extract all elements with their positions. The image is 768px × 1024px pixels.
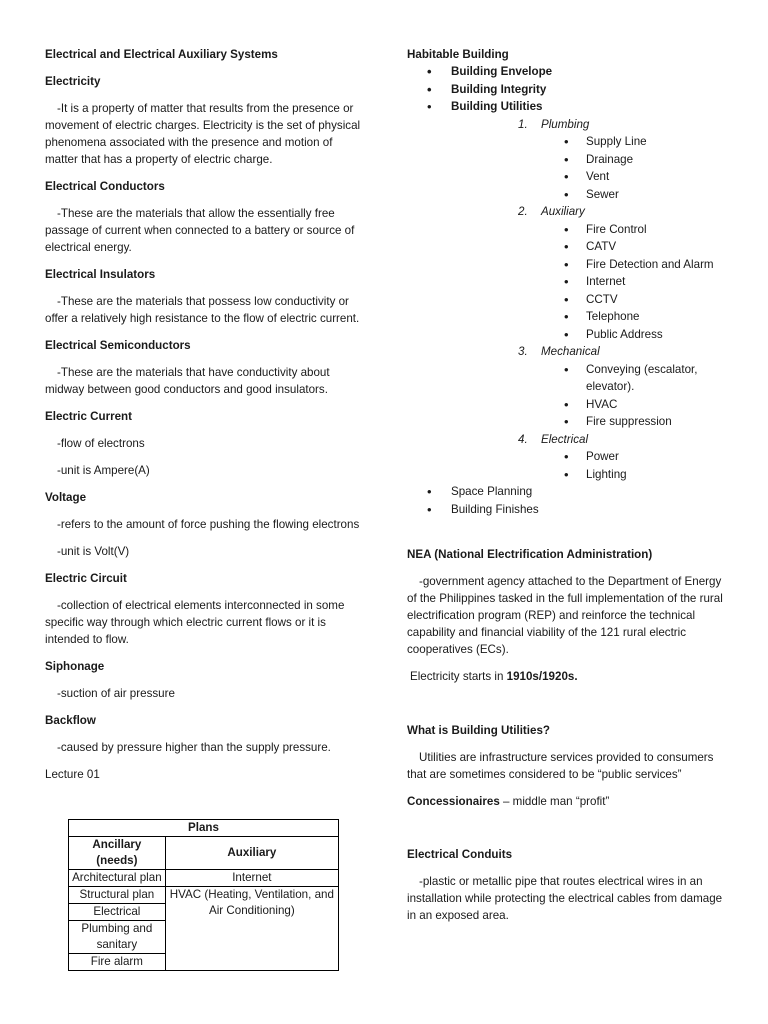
electricity-definition: -It is a property of matter that results from the presence or movement of electric charges. Electricity is the set of physical phenomena associated with the presence and motion of matter that has a property of electric charge. bbox=[45, 102, 361, 166]
table-cell: HVAC (Heating, Ventilation, and Air Conditioning) bbox=[165, 887, 338, 971]
mechanical-label: Mechanical bbox=[541, 345, 600, 358]
concessionaires-term: Concessionaires bbox=[407, 795, 500, 808]
list-item: • Conveying (escalator, elevator). bbox=[451, 361, 729, 396]
plumbing-label: Plumbing bbox=[541, 117, 590, 131]
conduits-definition: -plastic or metallic pipe that routes electrical wires in an installation while protecting the electrical cables from damage in an exposed area. bbox=[407, 875, 723, 922]
electricity-heading: Electricity bbox=[45, 75, 101, 88]
conduits-heading: Electrical Conduits bbox=[407, 848, 513, 861]
list-item: • Fire Control bbox=[451, 221, 729, 239]
list-item bbox=[451, 116, 729, 204]
plans-table-title: Plans bbox=[69, 820, 339, 837]
list-item: • HVAC bbox=[451, 396, 729, 414]
auxiliary-items bbox=[451, 221, 729, 344]
list-item: • Building Finishes bbox=[407, 501, 729, 519]
list-item bbox=[407, 98, 729, 483]
insulators-heading: Electrical Insulators bbox=[45, 268, 156, 281]
list-item bbox=[451, 203, 729, 343]
item-number: 3. bbox=[518, 345, 528, 358]
siphonage-heading: Siphonage bbox=[45, 660, 105, 673]
voltage-heading: Voltage bbox=[45, 491, 87, 504]
utilities-question-heading: What is Building Utilities? bbox=[407, 724, 550, 737]
ancillary-column-header: Ancillary (needs) bbox=[69, 837, 166, 870]
circuit-heading: Electric Circuit bbox=[45, 572, 127, 585]
mechanical-items bbox=[451, 361, 729, 431]
voltage-line-2: -unit is Volt(V) bbox=[57, 545, 130, 558]
voltage-line-1: -refers to the amount of force pushing the flowing electrons bbox=[57, 518, 360, 531]
right-column bbox=[407, 46, 729, 924]
table-cell: Internet bbox=[165, 870, 338, 887]
item-number: 2. bbox=[518, 205, 528, 218]
electricity-start-prefix: Electricity starts in bbox=[410, 670, 507, 683]
list-item: • Lighting bbox=[451, 466, 729, 484]
lecture-label: Lecture 01 bbox=[45, 768, 100, 781]
semiconductors-heading: Electrical Semiconductors bbox=[45, 339, 191, 352]
list-item: • CATV bbox=[451, 238, 729, 256]
current-heading: Electric Current bbox=[45, 410, 132, 423]
siphonage-definition: -suction of air pressure bbox=[57, 687, 175, 700]
semiconductors-definition: -These are the materials that have conductivity about midway between good conductors and good insulators. bbox=[45, 366, 330, 396]
list-item: • Building Envelope bbox=[407, 63, 729, 81]
table-cell: Structural plan bbox=[69, 887, 166, 904]
utilities-definition: Utilities are infrastructure services provided to consumers that are sometimes considered to be “public services” bbox=[407, 751, 714, 781]
list-item: • Public Address bbox=[451, 326, 729, 344]
conductors-heading: Electrical Conductors bbox=[45, 180, 165, 193]
concessionaires-line bbox=[407, 793, 729, 810]
list-item: • Supply Line bbox=[451, 133, 729, 151]
current-line-2: -unit is Ampere(A) bbox=[57, 464, 150, 477]
plans-table bbox=[68, 819, 339, 971]
list-item: • Internet bbox=[451, 273, 729, 291]
nea-heading: NEA (National Electrification Administration) bbox=[407, 548, 653, 561]
list-item: • Telephone bbox=[451, 308, 729, 326]
utilities-sublist bbox=[451, 116, 729, 484]
habitable-building-heading: Habitable Building bbox=[407, 48, 509, 61]
list-item: • CCTV bbox=[451, 291, 729, 309]
backflow-heading: Backflow bbox=[45, 714, 96, 727]
habitable-building-list bbox=[407, 63, 729, 518]
list-item: • Vent bbox=[451, 168, 729, 186]
list-item: • Power bbox=[451, 448, 729, 466]
table-cell: Architectural plan bbox=[69, 870, 166, 887]
electrical-label: Electrical bbox=[541, 432, 589, 446]
table-cell: Fire alarm bbox=[69, 954, 166, 971]
item-number: 1. bbox=[518, 117, 528, 131]
list-item bbox=[451, 431, 729, 484]
item-number: 4. bbox=[518, 432, 528, 446]
insulators-definition: -These are the materials that possess low conductivity or offer a relatively high resistance to the flow of electric current. bbox=[45, 295, 360, 325]
table-cell: Plumbing and sanitary bbox=[69, 921, 166, 954]
list-item: • Space Planning bbox=[407, 483, 729, 501]
list-item: • Drainage bbox=[451, 151, 729, 169]
table-cell: Electrical bbox=[69, 904, 166, 921]
list-item: • Sewer bbox=[451, 186, 729, 204]
electrical-items bbox=[451, 448, 729, 483]
backflow-definition: -caused by pressure higher than the supply pressure. bbox=[57, 741, 331, 754]
list-item: • Fire suppression bbox=[451, 413, 729, 431]
left-column bbox=[45, 46, 367, 783]
building-utilities-label: Building Utilities bbox=[451, 100, 543, 113]
circuit-definition: -collection of electrical elements interconnected in some specific way through which electric current flows or it is intended to flow. bbox=[45, 599, 345, 646]
auxiliary-label: Auxiliary bbox=[541, 205, 585, 218]
list-item: • Building Integrity bbox=[407, 81, 729, 99]
concessionaires-definition: – middle man “profit” bbox=[499, 795, 610, 808]
electricity-start-line bbox=[407, 668, 729, 685]
document-title: Electrical and Electrical Auxiliary Systems bbox=[45, 48, 278, 61]
list-item bbox=[451, 343, 729, 431]
current-line-1: -flow of electrons bbox=[57, 437, 145, 450]
list-item: • Fire Detection and Alarm bbox=[451, 256, 729, 274]
plumbing-items bbox=[451, 133, 729, 203]
auxiliary-column-header: Auxiliary bbox=[165, 837, 338, 870]
electricity-start-years: 1910s/1920s. bbox=[506, 670, 578, 683]
nea-definition: -government agency attached to the Department of Energy of the Philippines tasked in the full implementation of the rural electrification program (REP) and reinforce the technical capability and financial viability of the 121 rural electric cooperatives (ECs). bbox=[407, 575, 723, 656]
conductors-definition: -These are the materials that allow the essentially free passage of current when connected to a battery or source of electrical energy. bbox=[45, 207, 355, 254]
